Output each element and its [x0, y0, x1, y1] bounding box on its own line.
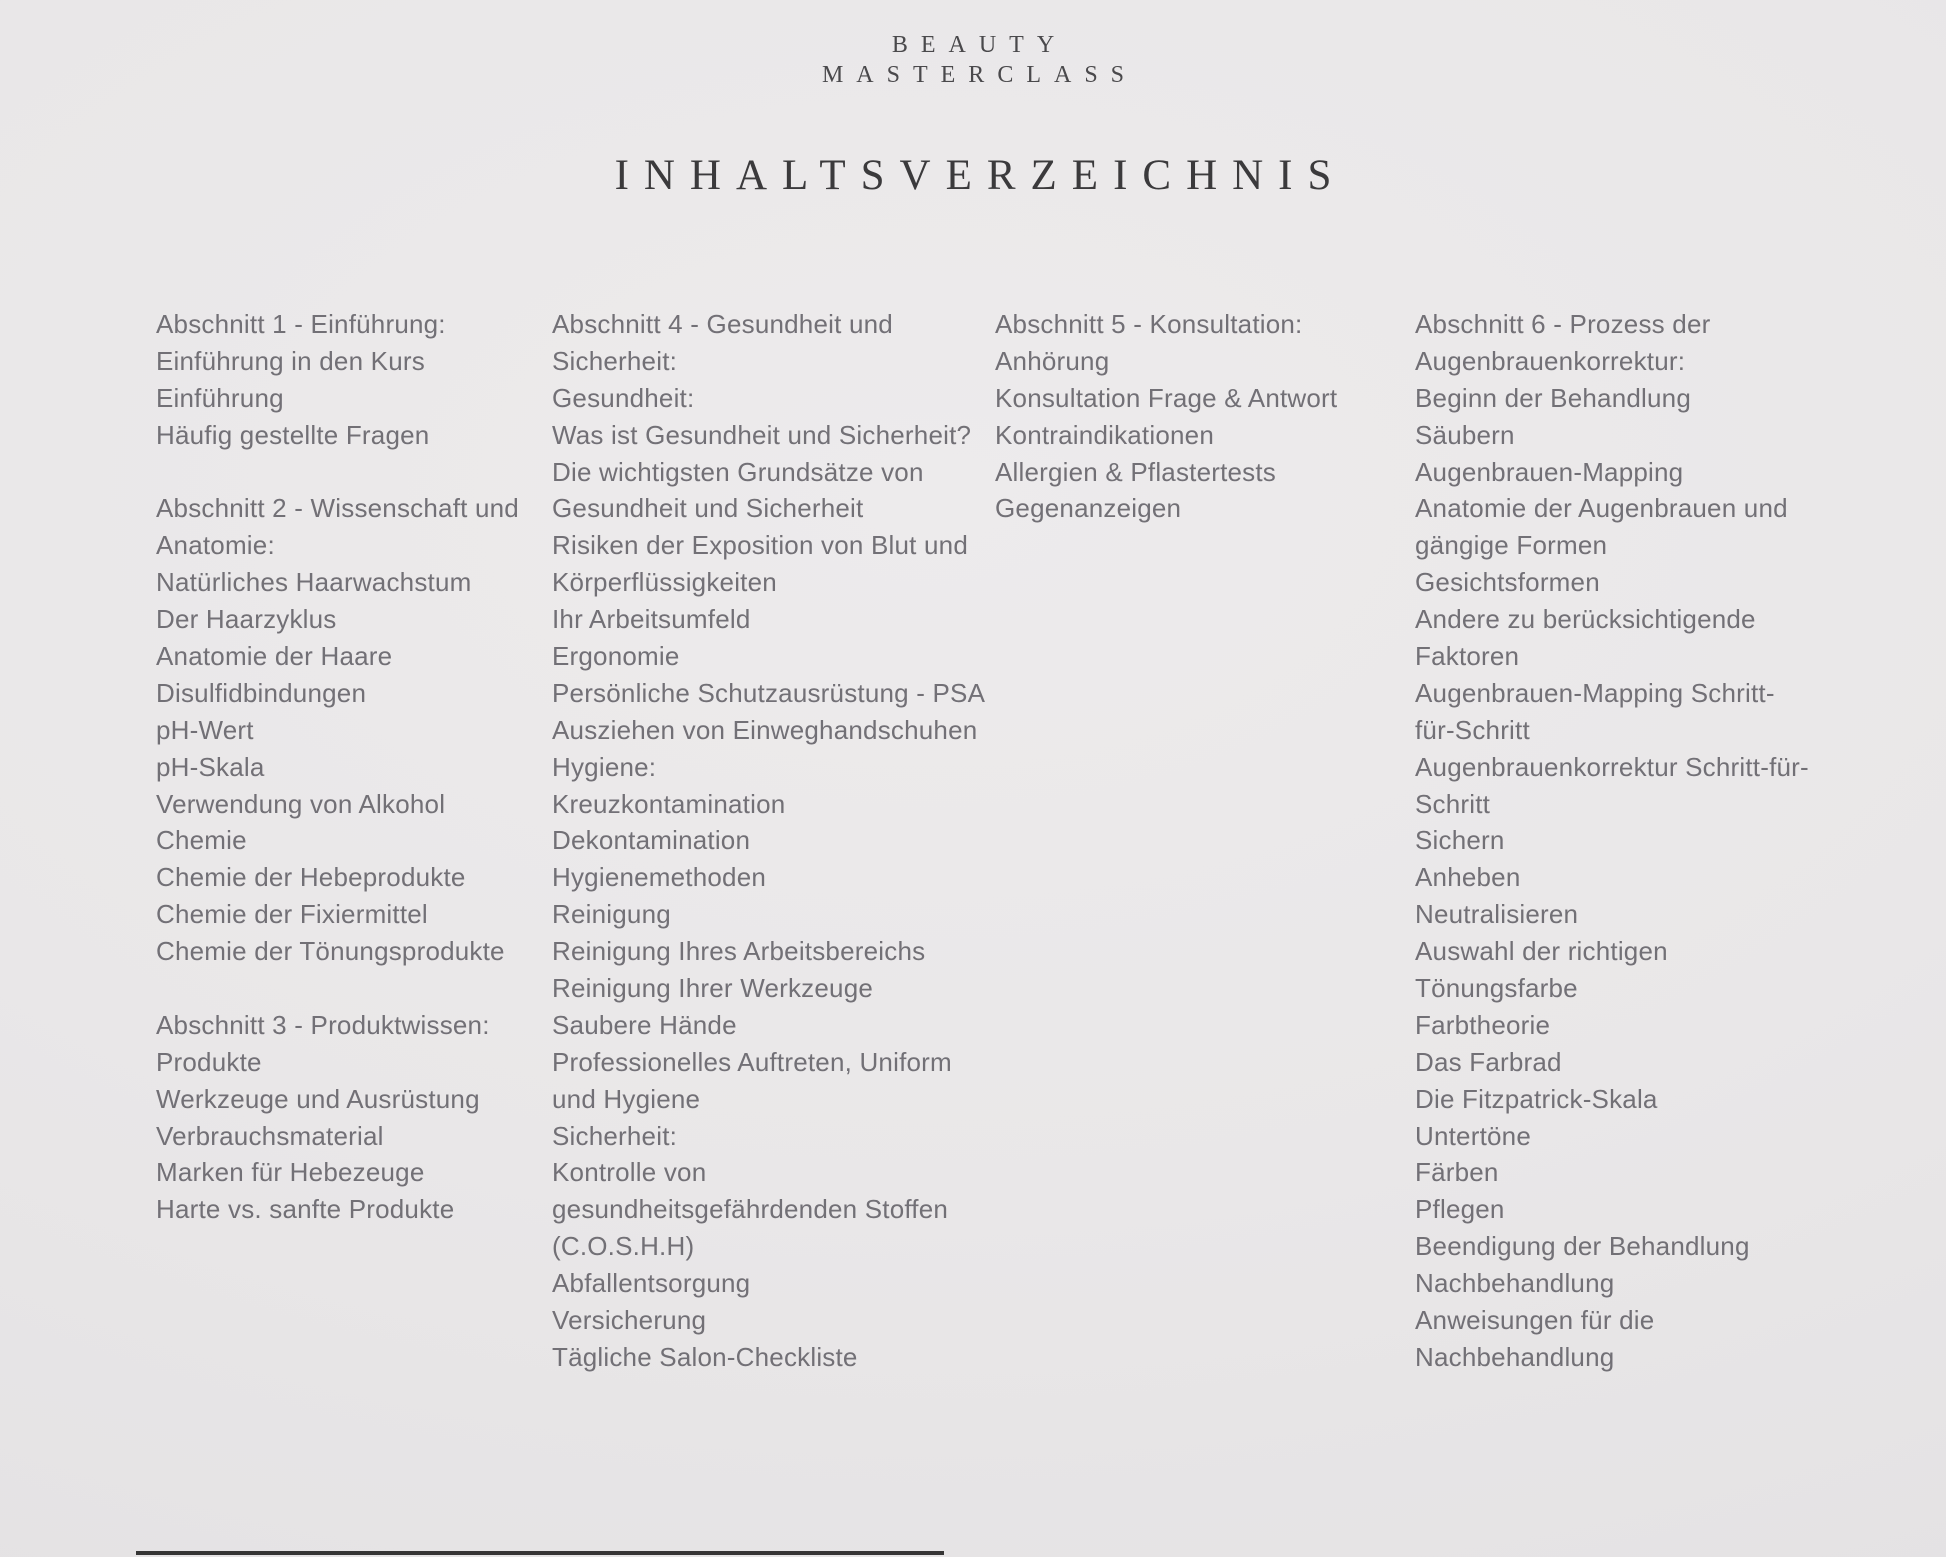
toc-entry: Versicherung	[552, 1305, 707, 1336]
toc-entry: Verbrauchsmaterial	[156, 1120, 384, 1151]
toc-entry: Ausziehen von Einweghandschuhen	[552, 714, 978, 745]
toc-entry: Häufig gestellte Fragen	[156, 419, 430, 450]
toc-entry: Die wichtigsten Grundsätze von	[552, 456, 924, 487]
toc-entry: und Hygiene	[552, 1083, 701, 1114]
toc-entry: Ergonomie	[552, 641, 680, 672]
toc-entry: Neutralisieren	[1415, 899, 1579, 930]
toc-entry: Andere zu berücksichtigende	[1415, 604, 1756, 635]
toc-entry: für-Schritt	[1415, 714, 1530, 745]
toc-entry: pH-Skala	[156, 751, 265, 782]
toc-column-1	[156, 306, 552, 1228]
toc-entry: Gesundheit:	[552, 382, 695, 413]
toc-entry: Sichern	[1415, 825, 1505, 856]
toc-entry: Verwendung von Alkohol	[156, 788, 446, 819]
toc-entry: Harte vs. sanfte Produkte	[156, 1194, 455, 1225]
toc-entry: Schritt	[1415, 788, 1491, 819]
toc-entry: Tönungsfarbe	[1415, 973, 1578, 1004]
toc-entry: Abschnitt 2 - Wissenschaft und	[156, 493, 519, 524]
toc-entry: Abschnitt 3 - Produktwissen:	[156, 1009, 490, 1040]
toc-entry: Anheben	[1415, 862, 1521, 893]
toc-entry: Saubere Hände	[552, 1009, 737, 1040]
toc-entry: Chemie	[156, 825, 247, 856]
toc-entry: Gesundheit und Sicherheit	[552, 493, 864, 524]
toc-entry: Tägliche Salon-Checkliste	[552, 1341, 858, 1372]
toc-entry: Chemie der Tönungsprodukte	[156, 936, 505, 967]
brand-line-1: BEAUTY	[891, 32, 1068, 58]
toc-entry: pH-Wert	[156, 714, 254, 745]
toc-entry: Kreuzkontamination	[552, 788, 786, 819]
toc-entry: Färben	[1415, 1157, 1499, 1188]
toc-entry: Kontrolle von	[552, 1157, 707, 1188]
toc-entry: Einführung in den Kurs	[156, 345, 425, 376]
toc-entry: Augenbrauenkorrektur:	[1415, 345, 1686, 376]
toc-entry: Anhörung	[995, 345, 1110, 376]
toc-entry: Anweisungen für die	[1415, 1305, 1655, 1336]
toc-entry: Reinigung Ihres Arbeitsbereichs	[552, 936, 926, 967]
toc-entry: Anatomie:	[156, 530, 275, 561]
toc-entry: Chemie der Fixiermittel	[156, 899, 428, 930]
toc-entry: Dekontamination	[552, 825, 751, 856]
bottom-edge-line	[136, 1551, 944, 1555]
toc-entry: Konsultation Frage & Antwort	[995, 382, 1338, 413]
toc-entry: Auswahl der richtigen	[1415, 936, 1668, 967]
toc-entry: Werkzeuge und Ausrüstung	[156, 1083, 480, 1114]
toc-entry: Chemie der Hebeprodukte	[156, 862, 466, 893]
toc-entry: Disulfidbindungen	[156, 677, 367, 708]
toc-entry: Abschnitt 5 - Konsultation:	[995, 309, 1303, 339]
page-title: INHALTSVERZEICHNIS	[614, 152, 1347, 199]
toc-entry: (C.O.S.H.H)	[552, 1231, 695, 1262]
toc-entry: Säubern	[1415, 419, 1515, 450]
toc-entry: Produkte	[156, 1046, 262, 1077]
toc-entry: Beendigung der Behandlung	[1415, 1231, 1750, 1262]
toc-column-2	[552, 306, 995, 1376]
toc-entry: Ihr Arbeitsumfeld	[552, 604, 751, 635]
toc-entry: Abfallentsorgung	[552, 1268, 751, 1299]
toc-spacer	[156, 454, 552, 491]
toc-entry: Sicherheit:	[552, 345, 678, 376]
toc-entry: Abschnitt 1 - Einführung:	[156, 309, 446, 339]
toc-entry: Natürliches Haarwachstum	[156, 567, 472, 598]
toc-entry: Nachbehandlung	[1415, 1268, 1615, 1299]
toc-entry: Reinigung	[552, 899, 671, 930]
toc-entry: Risiken der Exposition von Blut und	[552, 530, 969, 561]
toc-entry: Untertöne	[1415, 1120, 1531, 1151]
toc-entry: Hygiene:	[552, 751, 657, 782]
toc-entry: Reinigung Ihrer Werkzeuge	[552, 973, 874, 1004]
toc-entry: Anatomie der Augenbrauen und	[1415, 493, 1788, 524]
toc-entry: Allergien & Pflastertests	[995, 456, 1277, 487]
toc-column-3	[995, 306, 1415, 527]
toc-entry: Einführung	[156, 382, 284, 413]
toc-entry: gesundheitsgefährdenden Stoffen	[552, 1194, 949, 1225]
toc-entry: Augenbrauenkorrektur Schritt-für-	[1415, 751, 1809, 782]
brand-line-2: MASTERCLASS	[821, 62, 1138, 88]
toc-entry: Professionelles Auftreten, Uniform	[552, 1046, 952, 1077]
toc-entry: Gesichtsformen	[1415, 567, 1600, 598]
toc-entry: Das Farbrad	[1415, 1046, 1562, 1077]
toc-entry: Farbtheorie	[1415, 1009, 1551, 1040]
toc-entry: Sicherheit:	[552, 1120, 678, 1151]
toc-entry: Augenbrauen-Mapping	[1415, 456, 1684, 487]
toc-entry: Die Fitzpatrick-Skala	[1415, 1083, 1658, 1114]
toc-entry: Faktoren	[1415, 641, 1520, 672]
toc-entry: Augenbrauen-Mapping Schritt-	[1415, 677, 1775, 708]
toc-entry: Hygienemethoden	[552, 862, 767, 893]
toc-entry: Abschnitt 6 - Prozess der	[1415, 309, 1711, 339]
toc-spacer	[156, 970, 552, 1007]
toc-entry: Kontraindikationen	[995, 419, 1214, 450]
toc-entry: Pflegen	[1415, 1194, 1505, 1225]
toc-entry: Abschnitt 4 - Gesundheit und	[552, 309, 893, 339]
toc-entry: Nachbehandlung	[1415, 1341, 1615, 1372]
toc-entry: Beginn der Behandlung	[1415, 382, 1691, 413]
toc-entry: Körperflüssigkeiten	[552, 567, 777, 598]
toc-entry: Gegenanzeigen	[995, 493, 1182, 524]
toc-entry: Was ist Gesundheit und Sicherheit?	[552, 419, 972, 450]
toc-entry: Marken für Hebezeuge	[156, 1157, 425, 1188]
toc-entry: Der Haarzyklus	[156, 604, 337, 635]
toc-column-4	[1415, 306, 1895, 1376]
toc-entry: Persönliche Schutzausrüstung - PSA	[552, 677, 986, 708]
toc-entry: gängige Formen	[1415, 530, 1608, 561]
toc-entry: Anatomie der Haare	[156, 641, 393, 672]
